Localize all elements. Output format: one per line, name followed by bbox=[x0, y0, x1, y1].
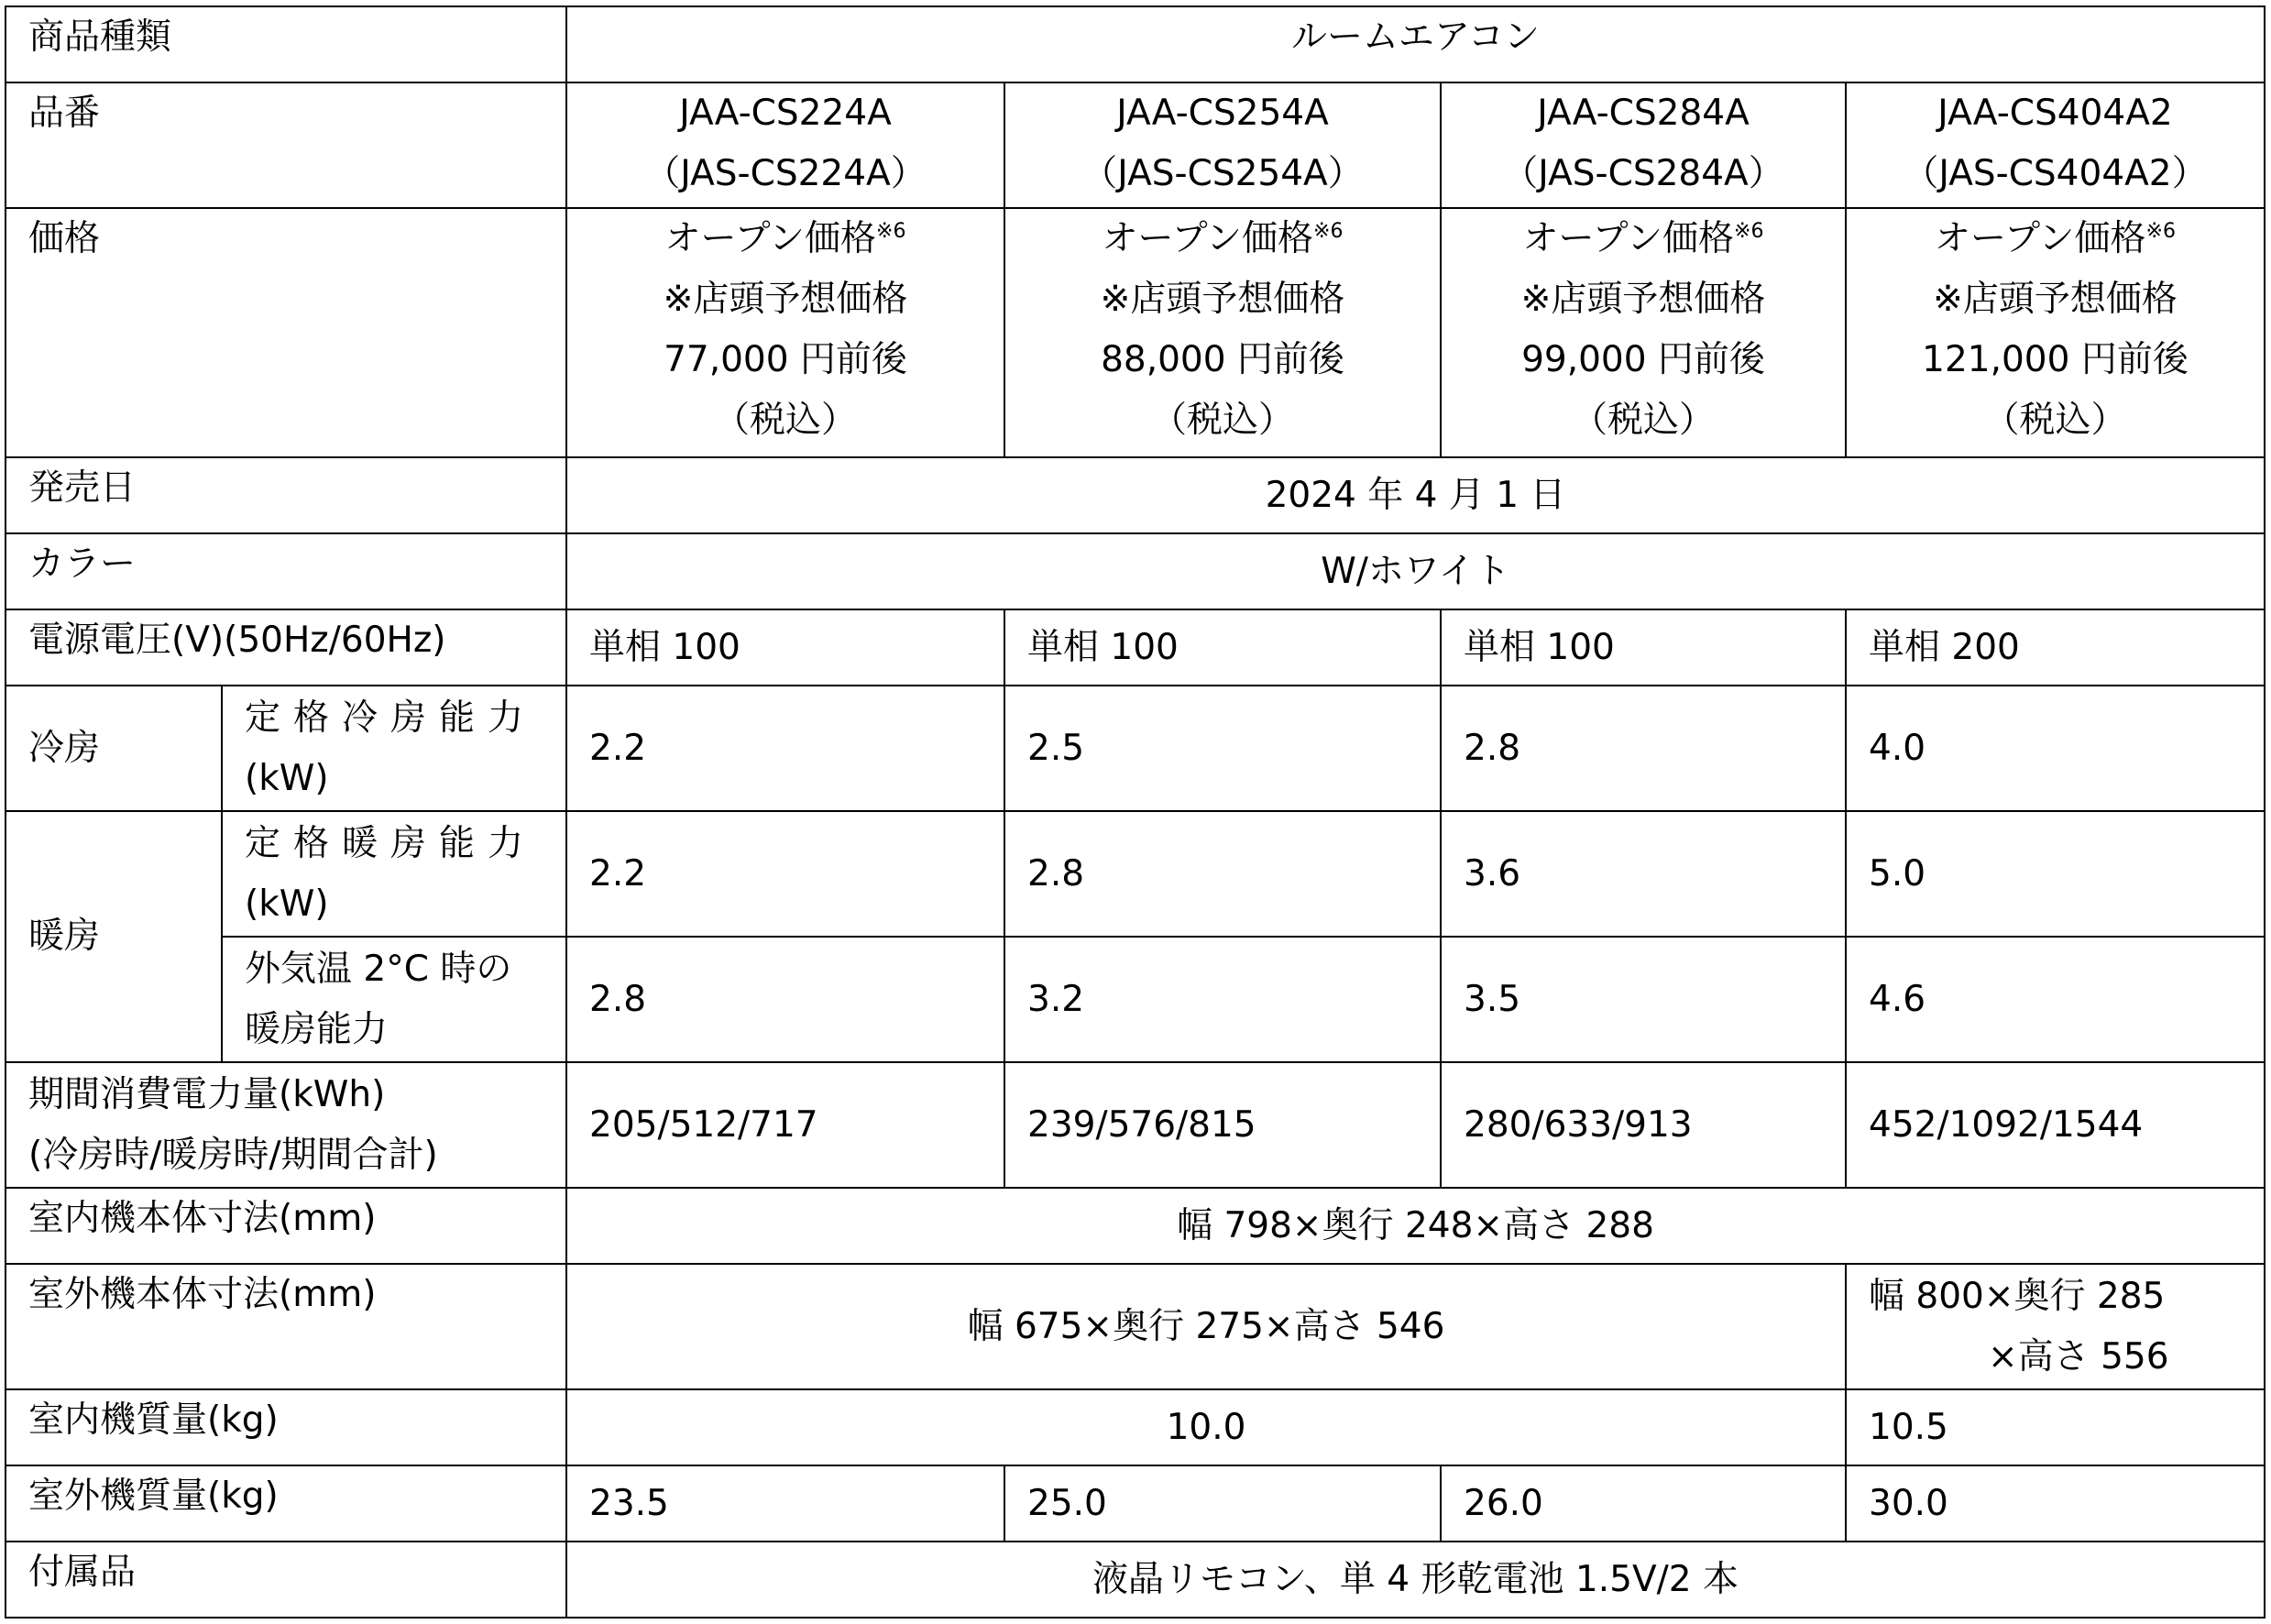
price-expected: ※店頭予想価格 bbox=[663, 279, 908, 320]
heating-rated-sub-label: 定格暖房能力 (kW) bbox=[222, 811, 566, 937]
energy-label: 期間消費電力量(kWh) (冷房時/暖房時/期間合計) bbox=[5, 1062, 566, 1188]
color-value: W/ホワイト bbox=[566, 533, 2265, 609]
indoor-mass-value-last: 10.5 bbox=[1846, 1389, 2265, 1465]
energy-value: 205/512/717 bbox=[566, 1062, 1004, 1188]
voltage-value: 単相 200 bbox=[1846, 609, 2265, 686]
price-tax: （税込） bbox=[1983, 400, 2127, 441]
outdoor-mass-value: 25.0 bbox=[1004, 1465, 1441, 1542]
model-label: 品番 bbox=[5, 82, 566, 208]
cooling-value: 2.8 bbox=[1441, 686, 1846, 811]
price-open: オープン価格$^{※6}$ bbox=[664, 218, 906, 259]
model-primary: JAA-CS254A bbox=[1116, 93, 1329, 134]
price-open: オープン価格$^{※6}$ bbox=[1102, 218, 1344, 259]
outdoor-size-value-last: 幅 800×奥行 285 ×高さ 556 bbox=[1846, 1264, 2265, 1389]
accessories-row bbox=[5, 1542, 2265, 1618]
accessories-label: 付属品 bbox=[5, 1542, 566, 1618]
model-secondary: （JAS-CS404A2） bbox=[1903, 153, 2208, 194]
outdoor-mass-label: 室外機質量(kg) bbox=[5, 1465, 566, 1542]
indoor-mass-row bbox=[5, 1389, 2265, 1465]
heating-label: 暖房 bbox=[5, 811, 222, 1062]
price-cell bbox=[1846, 208, 2265, 457]
price-label: 価格 bbox=[5, 208, 566, 457]
heating-lowtemp-value: 3.5 bbox=[1441, 937, 1846, 1062]
price-cell bbox=[1004, 208, 1441, 457]
outdoor-mass-value: 26.0 bbox=[1441, 1465, 1846, 1542]
energy-value: 239/576/815 bbox=[1004, 1062, 1441, 1188]
voltage-label: 電源電圧(V)(50Hz/60Hz) bbox=[5, 609, 566, 686]
heating-lowtemp-row bbox=[5, 937, 2265, 1062]
cooling-row bbox=[5, 686, 2265, 811]
price-open: オープン価格$^{※6}$ bbox=[1522, 218, 1764, 259]
product-type-label: 商品種類 bbox=[5, 6, 566, 82]
price-cell bbox=[1441, 208, 1846, 457]
heating-lowtemp-value: 3.2 bbox=[1004, 937, 1441, 1062]
release-label: 発売日 bbox=[5, 457, 566, 533]
heating-lowtemp-sub-label: 外気温 2°C 時の 暖房能力 bbox=[222, 937, 566, 1062]
product-type-value: ルームエアコン bbox=[566, 6, 2265, 82]
model-row bbox=[5, 82, 2265, 208]
footnote-mark: ※6 bbox=[1734, 220, 1764, 243]
price-tax: （税込） bbox=[1571, 400, 1715, 441]
cooling-value: 4.0 bbox=[1846, 686, 2265, 811]
outdoor-size-label: 室外機本体寸法(mm) bbox=[5, 1264, 566, 1389]
model-primary: JAA-CS404A2 bbox=[1937, 93, 2173, 134]
price-tax: （税込） bbox=[713, 400, 857, 441]
price-expected: ※店頭予想価格 bbox=[1100, 279, 1345, 320]
price-open: オープン価格$^{※6}$ bbox=[1935, 218, 2176, 259]
cooling-value: 2.2 bbox=[566, 686, 1004, 811]
release-row bbox=[5, 457, 2265, 533]
model-secondary: （JAS-CS284A） bbox=[1502, 153, 1784, 194]
model-primary: JAA-CS284A bbox=[1537, 93, 1750, 134]
voltage-value: 単相 100 bbox=[1004, 609, 1441, 686]
model-cell bbox=[1441, 82, 1846, 208]
heating-lowtemp-value: 4.6 bbox=[1846, 937, 2265, 1062]
heating-rated-value: 3.6 bbox=[1441, 811, 1846, 937]
cooling-label: 冷房 bbox=[5, 686, 222, 811]
color-label: カラー bbox=[5, 533, 566, 609]
price-expected: ※店頭予想価格 bbox=[1933, 279, 2178, 320]
heating-rated-row bbox=[5, 811, 2265, 937]
outdoor-mass-row bbox=[5, 1465, 2265, 1542]
energy-row bbox=[5, 1062, 2265, 1188]
outdoor-size-row bbox=[5, 1264, 2265, 1389]
cooling-value: 2.5 bbox=[1004, 686, 1441, 811]
indoor-size-value: 幅 798×奥行 248×高さ 288 bbox=[566, 1188, 2265, 1264]
price-amount: 99,000 円前後 bbox=[1521, 339, 1765, 380]
voltage-row bbox=[5, 609, 2265, 686]
footnote-mark: ※6 bbox=[1313, 220, 1344, 243]
cooling-sub-label: 定格冷房能力 (kW) bbox=[222, 686, 566, 811]
model-cell bbox=[1846, 82, 2265, 208]
heating-lowtemp-value: 2.8 bbox=[566, 937, 1004, 1062]
voltage-value: 単相 100 bbox=[566, 609, 1004, 686]
price-amount: 88,000 円前後 bbox=[1101, 339, 1344, 380]
heating-rated-value: 2.2 bbox=[566, 811, 1004, 937]
product-type-row bbox=[5, 6, 2265, 82]
price-cell bbox=[566, 208, 1004, 457]
price-tax: （税込） bbox=[1150, 400, 1294, 441]
heating-rated-value: 5.0 bbox=[1846, 811, 2265, 937]
model-primary: JAA-CS224A bbox=[679, 93, 892, 134]
accessories-value: 液晶リモコン、単 4 形乾電池 1.5V/2 本 bbox=[566, 1542, 2265, 1618]
model-secondary: （JAS-CS224A） bbox=[644, 153, 927, 194]
price-amount: 77,000 円前後 bbox=[664, 339, 907, 380]
model-secondary: （JAS-CS254A） bbox=[1081, 153, 1364, 194]
footnote-mark: ※6 bbox=[876, 220, 906, 243]
heating-rated-value: 2.8 bbox=[1004, 811, 1441, 937]
color-row bbox=[5, 533, 2265, 609]
outdoor-mass-value: 23.5 bbox=[566, 1465, 1004, 1542]
energy-value: 452/1092/1544 bbox=[1846, 1062, 2265, 1188]
indoor-size-row bbox=[5, 1188, 2265, 1264]
indoor-mass-label: 室内機質量(kg) bbox=[5, 1389, 566, 1465]
outdoor-mass-value: 30.0 bbox=[1846, 1465, 2265, 1542]
release-value: 2024 年 4 月 1 日 bbox=[566, 457, 2265, 533]
price-row bbox=[5, 208, 2265, 457]
energy-value: 280/633/913 bbox=[1441, 1062, 1846, 1188]
spec-table bbox=[5, 5, 2266, 1619]
model-cell bbox=[566, 82, 1004, 208]
outdoor-size-value: 幅 675×奥行 275×高さ 546 bbox=[566, 1264, 1846, 1389]
indoor-mass-value: 10.0 bbox=[566, 1389, 1846, 1465]
price-expected: ※店頭予想価格 bbox=[1520, 279, 1766, 320]
voltage-value: 単相 100 bbox=[1441, 609, 1846, 686]
price-amount: 121,000 円前後 bbox=[1922, 339, 2189, 380]
indoor-size-label: 室内機本体寸法(mm) bbox=[5, 1188, 566, 1264]
footnote-mark: ※6 bbox=[2145, 220, 2176, 243]
model-cell bbox=[1004, 82, 1441, 208]
